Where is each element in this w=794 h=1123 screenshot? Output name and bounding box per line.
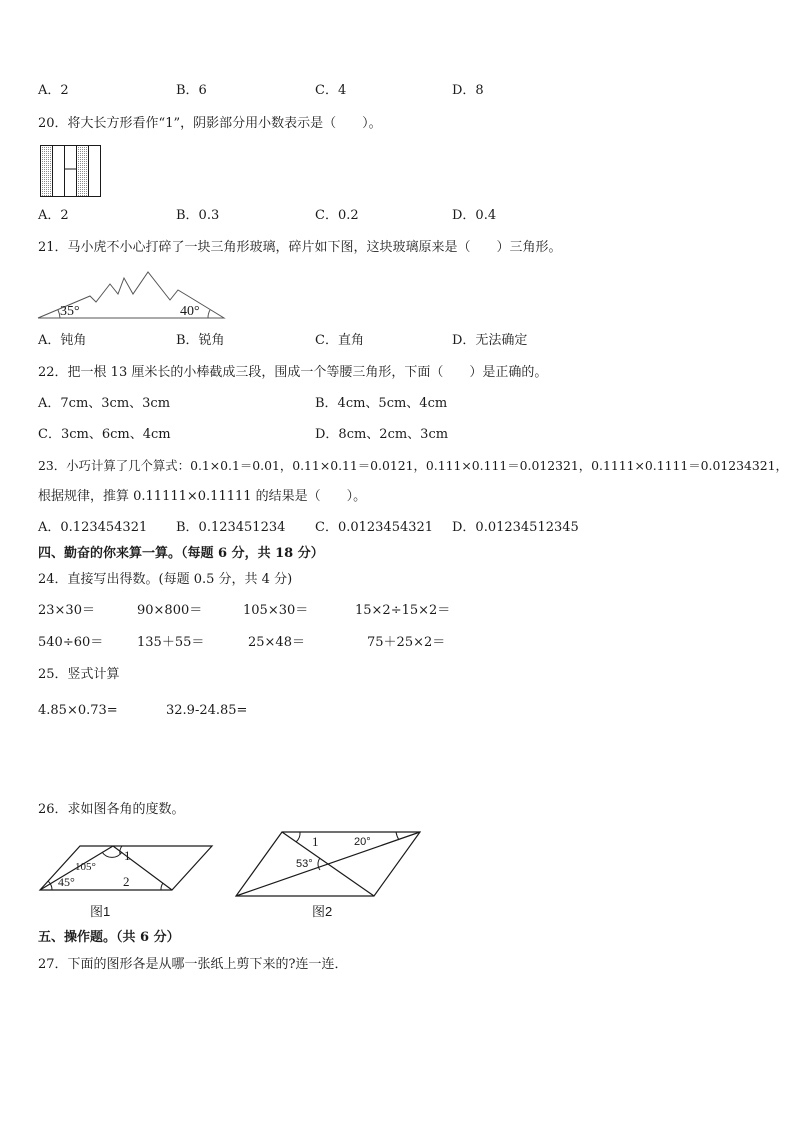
section-5-heading: 五、操作题。（共 6 分） (38, 930, 180, 945)
fig1-angle-45: 45° (58, 875, 75, 889)
q21-option-c[interactable]: C．直角 (315, 333, 364, 348)
q26-figure-1 (38, 840, 214, 920)
q24-item: 15×2÷15×2＝ (355, 603, 451, 618)
q20-option-c[interactable]: C．0.2 (315, 208, 359, 223)
q21-option-a[interactable]: A．钝角 (38, 333, 87, 348)
q24-item: 25×48＝ (248, 635, 305, 650)
q26-figure-2 (234, 828, 424, 922)
q23-option-b[interactable]: B．0.123451234 (176, 520, 286, 535)
fig2-caption: 图2 (312, 904, 333, 919)
fig2-angle-53: 53° (296, 858, 313, 870)
fig2-angle-20: 20° (354, 836, 371, 848)
q24-item: 540÷60＝ (38, 635, 104, 650)
fig1-angle-1: 1 (124, 848, 131, 863)
q22-option-c[interactable]: C．3cm、6cm、4cm (38, 427, 171, 442)
q19-option-b[interactable]: B．6 (176, 83, 207, 98)
q21-angle-40: 40° (180, 304, 200, 319)
q24-item: 23×30＝ (38, 603, 95, 618)
fig1-caption: 图1 (90, 904, 111, 919)
q19-option-a[interactable]: A．2 (38, 83, 69, 98)
q24-question: 24．直接写出得数。(每题 0.5 分，共 4 分) (38, 572, 293, 587)
q24-item: 105×30＝ (243, 603, 309, 618)
q19-option-c[interactable]: C．4 (315, 83, 347, 98)
q21-question: 21．马小虎不小心打碎了一块三角形玻璃，碎片如下图，这块玻璃原来是（ ）三角形。 (38, 240, 562, 255)
q20-option-d[interactable]: D．0.4 (452, 208, 497, 223)
q23-question-line1: 23．小巧计算了几个算式：0.1×0.1＝0.01，0.11×0.11＝0.0121，0.111×0.111＝0.012321，0.1111×0.1111＝0.01234321， (38, 458, 788, 473)
q21-option-d[interactable]: D．无法确定 (452, 333, 528, 348)
q20-question: 20．将大长方形看作“1”，阴影部分用小数表示是（ ）。 (38, 116, 382, 131)
q21-broken-glass-figure (38, 268, 228, 320)
q24-item: 75＋25×2＝ (367, 635, 446, 650)
q23-option-a[interactable]: A．0.123454321 (38, 520, 148, 535)
q22-option-a[interactable]: A．7cm、3cm、3cm (38, 396, 171, 411)
q20-option-a[interactable]: A．2 (38, 208, 69, 223)
q24-item: 90×800＝ (137, 603, 203, 618)
q23-question-line2: 根据规律，推算 0.11111×0.11111 的结果是（ ）。 (38, 489, 367, 504)
q26-question: 26．求如图各角的度数。 (38, 802, 185, 817)
q22-option-d[interactable]: D．8cm、2cm、3cm (315, 427, 449, 442)
q24-item: 135＋55＝ (137, 635, 205, 650)
fig2-angle-1: 1 (312, 834, 319, 849)
q20-rectangle-figure (40, 145, 102, 197)
q25-item: 32.9-24.85= (166, 703, 248, 718)
q19-option-d[interactable]: D．8 (452, 83, 484, 98)
q22-option-b[interactable]: B．4cm、5cm、4cm (315, 396, 448, 411)
q23-option-d[interactable]: D．0.01234512345 (452, 520, 579, 535)
fig1-angle-2: 2 (123, 874, 130, 889)
q21-option-b[interactable]: B．锐角 (176, 333, 225, 348)
q25-question: 25．竖式计算 (38, 667, 120, 682)
q21-angle-35: 35° (60, 304, 80, 319)
q25-item: 4.85×0.73= (38, 703, 118, 718)
q27-question: 27．下面的图形各是从哪一张纸上剪下来的?连一连． (38, 957, 348, 972)
section-4-heading: 四、勤奋的你来算一算。（每题 6 分，共 18 分） (38, 546, 324, 561)
fig1-angle-105: 105° (75, 861, 96, 873)
q23-option-c[interactable]: C．0.0123454321 (315, 520, 434, 535)
q22-question: 22．把一根 13 厘米长的小棒截成三段，围成一个等腰三角形，下面（ ）是正确的。 (38, 365, 548, 380)
q20-option-b[interactable]: B．0.3 (176, 208, 220, 223)
